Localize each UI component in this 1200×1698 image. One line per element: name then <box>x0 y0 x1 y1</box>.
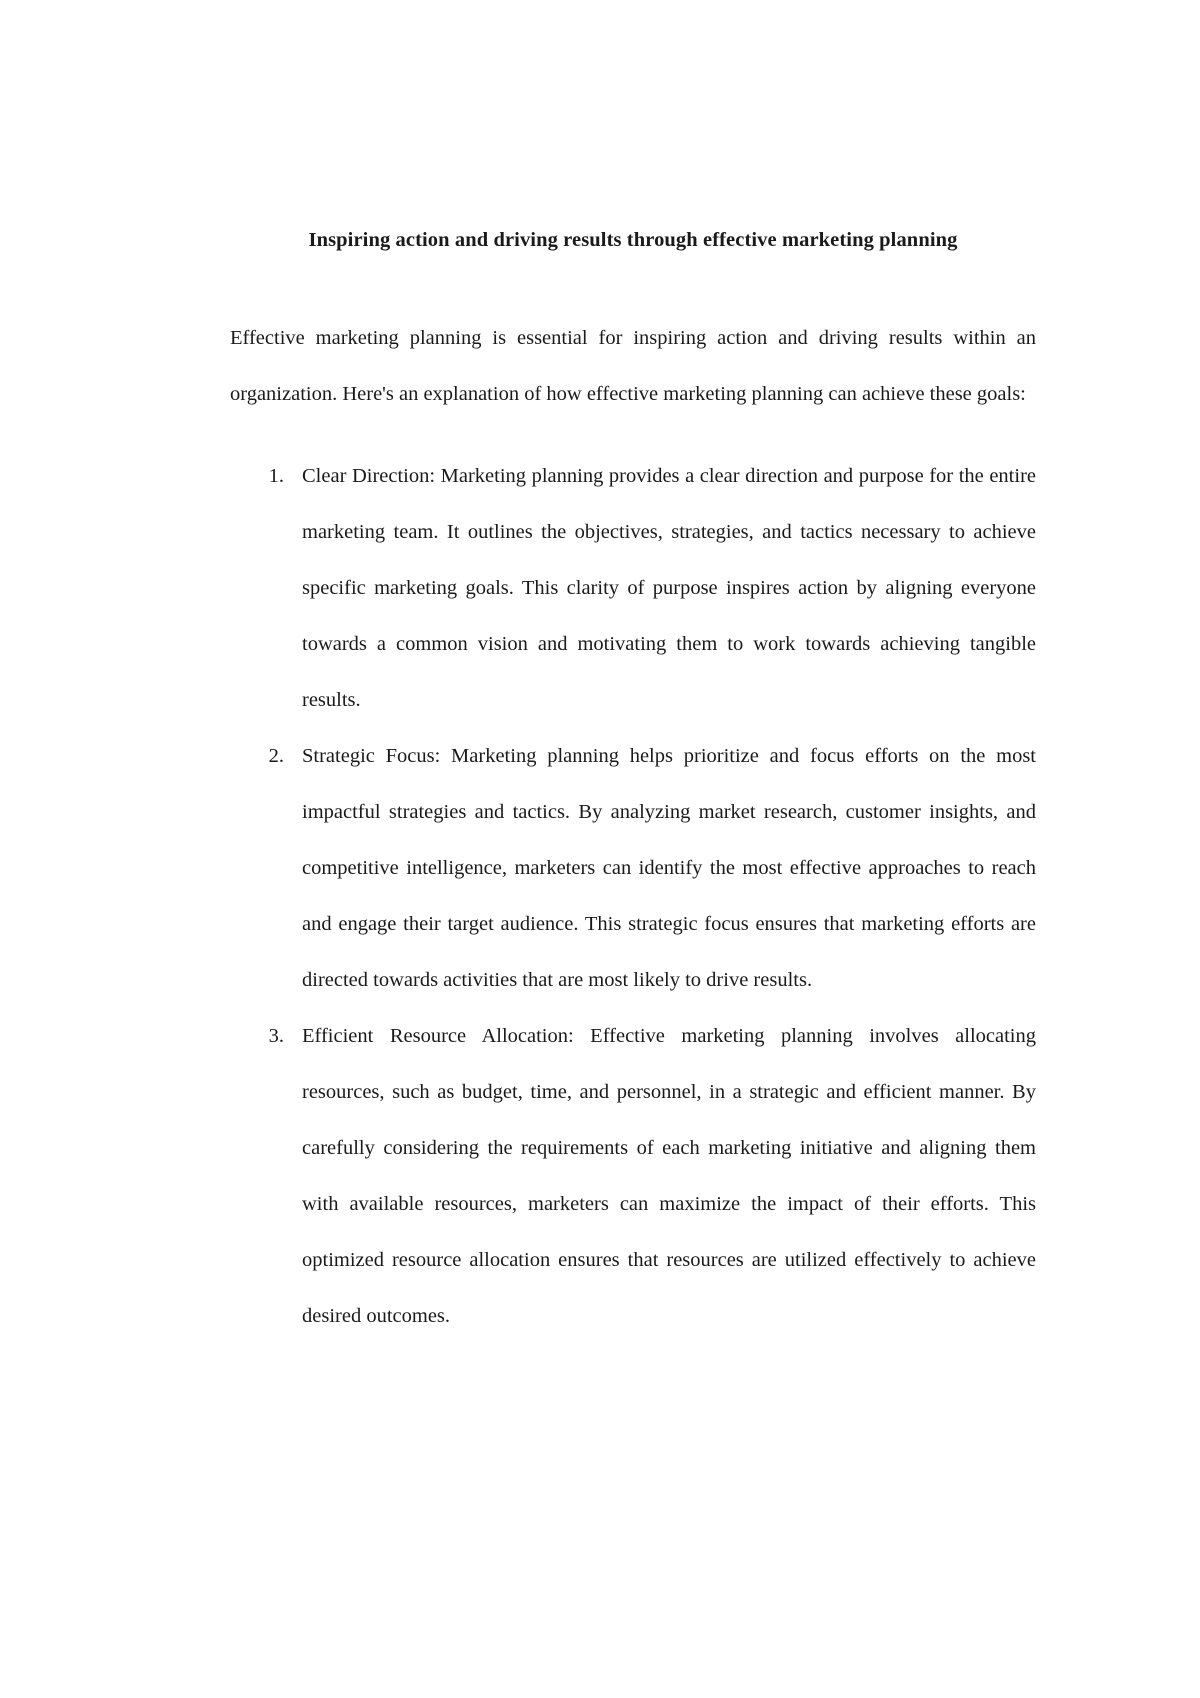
list-item <box>230 728 1036 1008</box>
intro-paragraph: Effective marketing planning is essential for inspiring action and driving results within an organization. Here's an explanation of how effective marketing planning can achieve these goals: <box>230 327 1036 405</box>
list-item-number: 3. <box>268 1025 284 1047</box>
list-item-number: 2. <box>268 745 284 767</box>
list-item <box>230 448 1036 728</box>
list-item-text: Efficient Resource Allocation: Effective marketing planning involves allocating resources, such as budget, time, and personnel, in a strategic and efficient manner. By carefully considering the requirements of each marketing initiative and aligning them with available resources, marketers can maximize the impact of their efforts. This optimized resource allocation ensures that resources are utilized effectively to achieve desired outcomes. <box>302 1025 1036 1327</box>
document-title: Inspiring action and driving results through effective marketing planning <box>308 229 958 251</box>
document-body <box>230 226 1036 1344</box>
numbered-list <box>230 448 1036 1344</box>
list-item-text: Strategic Focus: Marketing planning helps prioritize and focus efforts on the most impactful strategies and tactics. By analyzing market research, customer insights, and competitive intelligence, marketers can identify the most effective approaches to reach and engage their target audience. This strategic focus ensures that marketing efforts are directed towards activities that are most likely to drive results. <box>302 745 1036 991</box>
list-item-text: Clear Direction: Marketing planning provides a clear direction and purpose for the entire marketing team. It outlines the objectives, strategies, and tactics necessary to achieve specific marketing goals. This clarity of purpose inspires action by aligning everyone towards a common vision and motivating them to work towards achieving tangible results. <box>302 465 1036 711</box>
list-item-number: 1. <box>268 465 284 487</box>
list-item <box>230 1008 1036 1344</box>
